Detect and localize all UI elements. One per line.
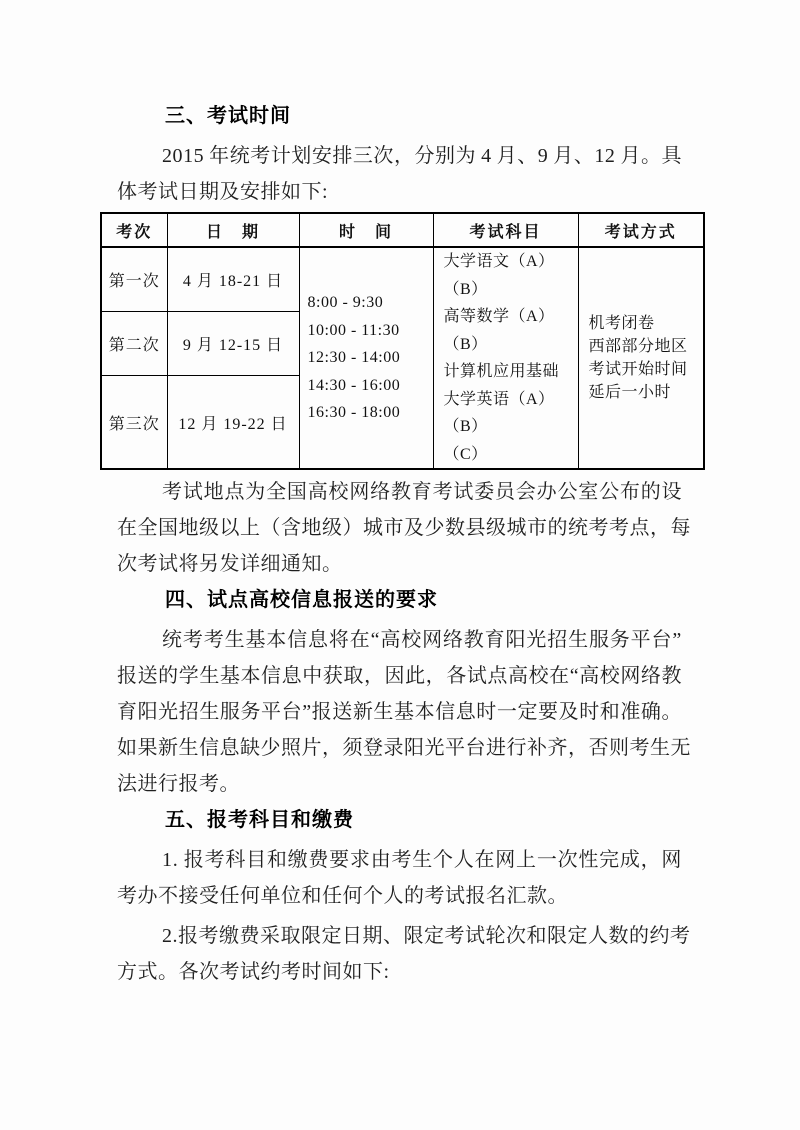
paragraph-line: 考办不接受任何单位和任何个人的考试报名汇款。 xyxy=(117,885,568,907)
time-slot: 16:30 - 18:00 xyxy=(307,404,401,422)
method-line: 考试开始时间 xyxy=(588,361,688,378)
method-line: 机考闭卷 xyxy=(588,315,655,332)
cell-round-1: 第一次 xyxy=(101,247,167,312)
paragraph-line: 法进行报考。 xyxy=(117,773,240,795)
time-slot: 8:00 - 9:30 xyxy=(307,294,384,312)
method-line: 延后一小时 xyxy=(588,384,672,401)
cell-date-2: 9 月 12-15 日 xyxy=(167,312,299,376)
paragraph-line: 2 . 报 考 缴 费 采 取 限 定 日 期 、 限 定 考 试 轮 次 和 限 定 人 数 的 约 考 xyxy=(162,925,691,947)
paragraph-line: 1 . 报 考 科 目 和 缴 费 要 求 由 考 生 个 人 在 网 上 一 次 性 完 成 ， 网 xyxy=(162,849,682,871)
time-slot: 12:30 - 14:00 xyxy=(307,349,401,367)
header-cell-time: 时 间 xyxy=(299,213,433,247)
paragraph-line: 体考试日期及安排如下: xyxy=(117,181,329,203)
paragraph-registration-rule-2 xyxy=(117,918,691,990)
cell-round-2: 第二次 xyxy=(101,312,167,376)
cell-times-merged xyxy=(299,247,433,469)
exam-schedule-table xyxy=(100,212,705,470)
cell-round-3: 第三次 xyxy=(101,376,167,469)
table-header-row xyxy=(101,213,704,247)
cell-subjects-merged xyxy=(433,247,578,469)
header-cell-method: 考试方式 xyxy=(578,213,704,247)
paragraph-line: 育 阳 光 招 生 服 务 平 台 ” 报 送 新 生 基 本 信 息 时 一 定 要 及 时 和 准 确 。 xyxy=(117,701,682,723)
paragraph-exam-plan xyxy=(117,138,682,210)
paragraph-registration-rule-1 xyxy=(117,842,682,914)
paragraph-line: 在 全 国 地 级 以 上 （ 含 地 级 ） 城 市 及 少 数 县 级 城 市 的 统 考 考 点 ， 每 xyxy=(117,517,691,539)
subject-item: 高等数学（A）（B） xyxy=(443,308,555,353)
method-line: 西部部分地区 xyxy=(588,338,688,355)
paragraph-line: 统 考 考 生 基 本 信 息 将 在 “ 高 校 网 络 教 育 阳 光 招 生 服 务 平 台 ” xyxy=(162,629,682,651)
paragraph-line: 考 试 地 点 为 全 国 高 校 网 络 教 育 考 试 委 员 会 办 公 室 公 布 的 设 xyxy=(162,481,682,503)
subject-item: 计算机应用基础 xyxy=(443,363,560,380)
paragraph-line: 方式。各次考试约考时间如下: xyxy=(117,961,390,983)
subject-item: 大学英语（A）（B） xyxy=(443,390,555,435)
subject-item: 大学语文（A）（B） xyxy=(443,253,555,298)
paragraph-info-reporting xyxy=(117,622,691,802)
paragraph-line: 次考试将另发详细通知。 xyxy=(117,553,343,575)
section-heading-exam-time: 三、考试时间 xyxy=(165,103,291,127)
cell-date-3: 12 月 19-22 日 xyxy=(167,376,299,469)
header-cell-round: 考次 xyxy=(101,213,167,247)
time-slot: 10:00 - 11:30 xyxy=(307,321,400,339)
paragraph-line: 报 送 的 学 生 基 本 信 息 中 获 取 ， 因 此 ， 各 试 点 高 校 在 “ 高 校 网 络 教 xyxy=(117,665,682,687)
paragraph-exam-locations xyxy=(117,474,691,582)
paragraph-line: 2 0 1 5 年 统 考 计 划 安 排 三 次 ， 分 别 为 4 月 、 9 月 、 1 2 月 。 具 xyxy=(162,145,682,167)
subject-item: （C） xyxy=(443,445,488,463)
header-cell-date: 日 期 xyxy=(167,213,299,247)
section-heading-registration-payment: 五、报考科目和缴费 xyxy=(165,807,354,831)
cell-method-merged xyxy=(578,247,704,469)
paragraph-line: 如 果 新 生 信 息 缺 少 照 片 ， 须 登 录 阳 光 平 台 进 行 补 齐 ， 否 则 考 生 无 xyxy=(117,737,691,759)
time-slot: 14:30 - 16:00 xyxy=(307,376,401,394)
table-row-1 xyxy=(101,247,704,312)
cell-date-1: 4 月 18-21 日 xyxy=(167,247,299,312)
header-cell-subject: 考试科目 xyxy=(433,213,578,247)
section-heading-info-reporting: 四、试点高校信息报送的要求 xyxy=(165,587,438,611)
